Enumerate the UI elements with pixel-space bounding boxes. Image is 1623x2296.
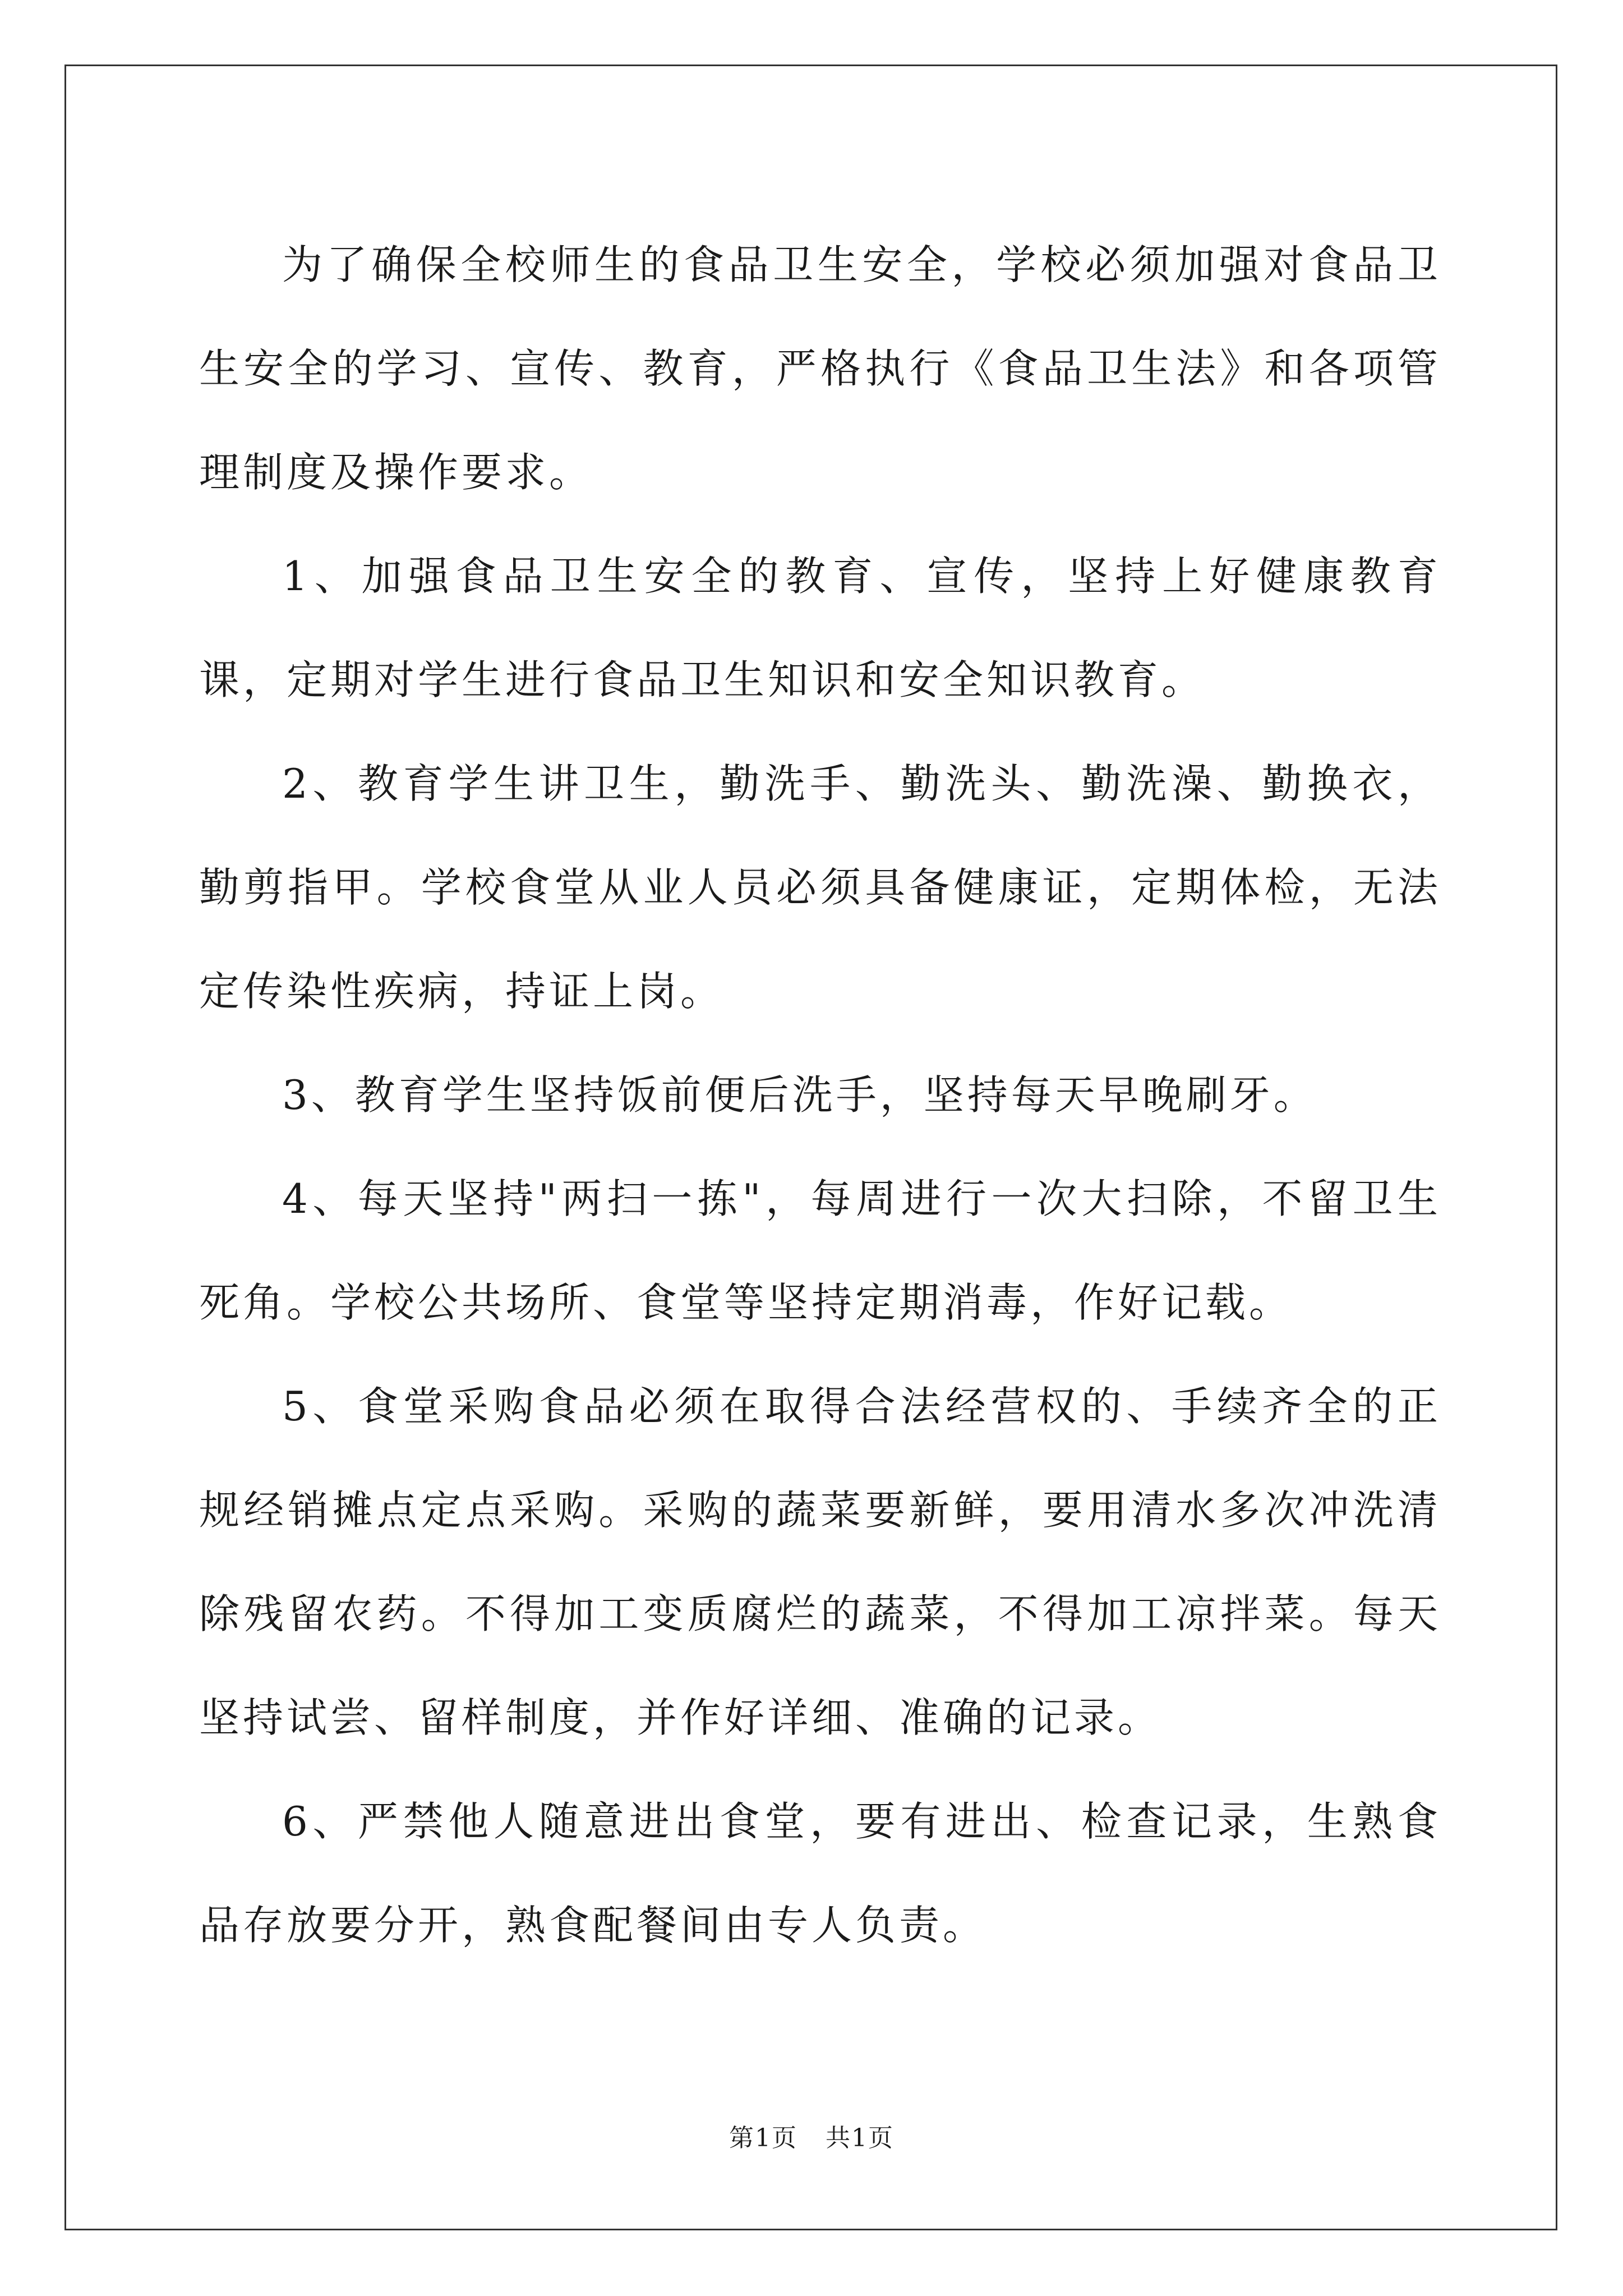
paragraph-item-1: 1、加强食品卫生安全的教育、宣传，坚持上好健康教育课，定期对学生进行食品卫生知识和安全知识教育。 xyxy=(199,553,1441,703)
page-footer xyxy=(0,2122,1623,2155)
paragraph-item-6: 6、严禁他人随意进出食堂，要有进出、检查记录，生熟食品存放要分开，熟食配餐间由专人负责。 xyxy=(199,1798,1441,1949)
paragraph-item-2: 2、教育学生讲卫生，勤洗手、勤洗头、勤洗澡、勤换衣，勤剪指甲。学校食堂从业人员必须具备健康证，定期体检，无法定传染性疾病，持证上岗。 xyxy=(199,760,1441,1015)
paragraph-item-3: 3、教育学生坚持饭前便后洗手，坚持每天早晚刷牙。 xyxy=(282,1071,1317,1119)
paragraph-item-5: 5、食堂采购食品必须在取得合法经营权的、手续齐全的正规经销摊点定点采购。采购的蔬菜要新鲜，要用清水多次冲洗清除残留农药。不得加工变质腐烂的蔬菜，不得加工凉拌菜。每天坚持试尝、留样制度，并作好详细、准确的记录。 xyxy=(199,1383,1441,1741)
page-number-total: 共1页 xyxy=(826,2124,894,2152)
paragraph-item-4: 4、每天坚持"两扫一拣"，每周进行一次大扫除，不留卫生死角。学校公共场所、食堂等坚持定期消毒，作好记载。 xyxy=(199,1175,1441,1326)
document-body xyxy=(199,213,1441,1977)
page-number-current: 第1页 xyxy=(729,2124,797,2152)
paragraph-intro: 为了确保全校师生的食品卫生安全，学校必须加强对食品卫生安全的学习、宣传、教育，严格执行《食品卫生法》和各项管理制度及操作要求。 xyxy=(199,241,1441,496)
